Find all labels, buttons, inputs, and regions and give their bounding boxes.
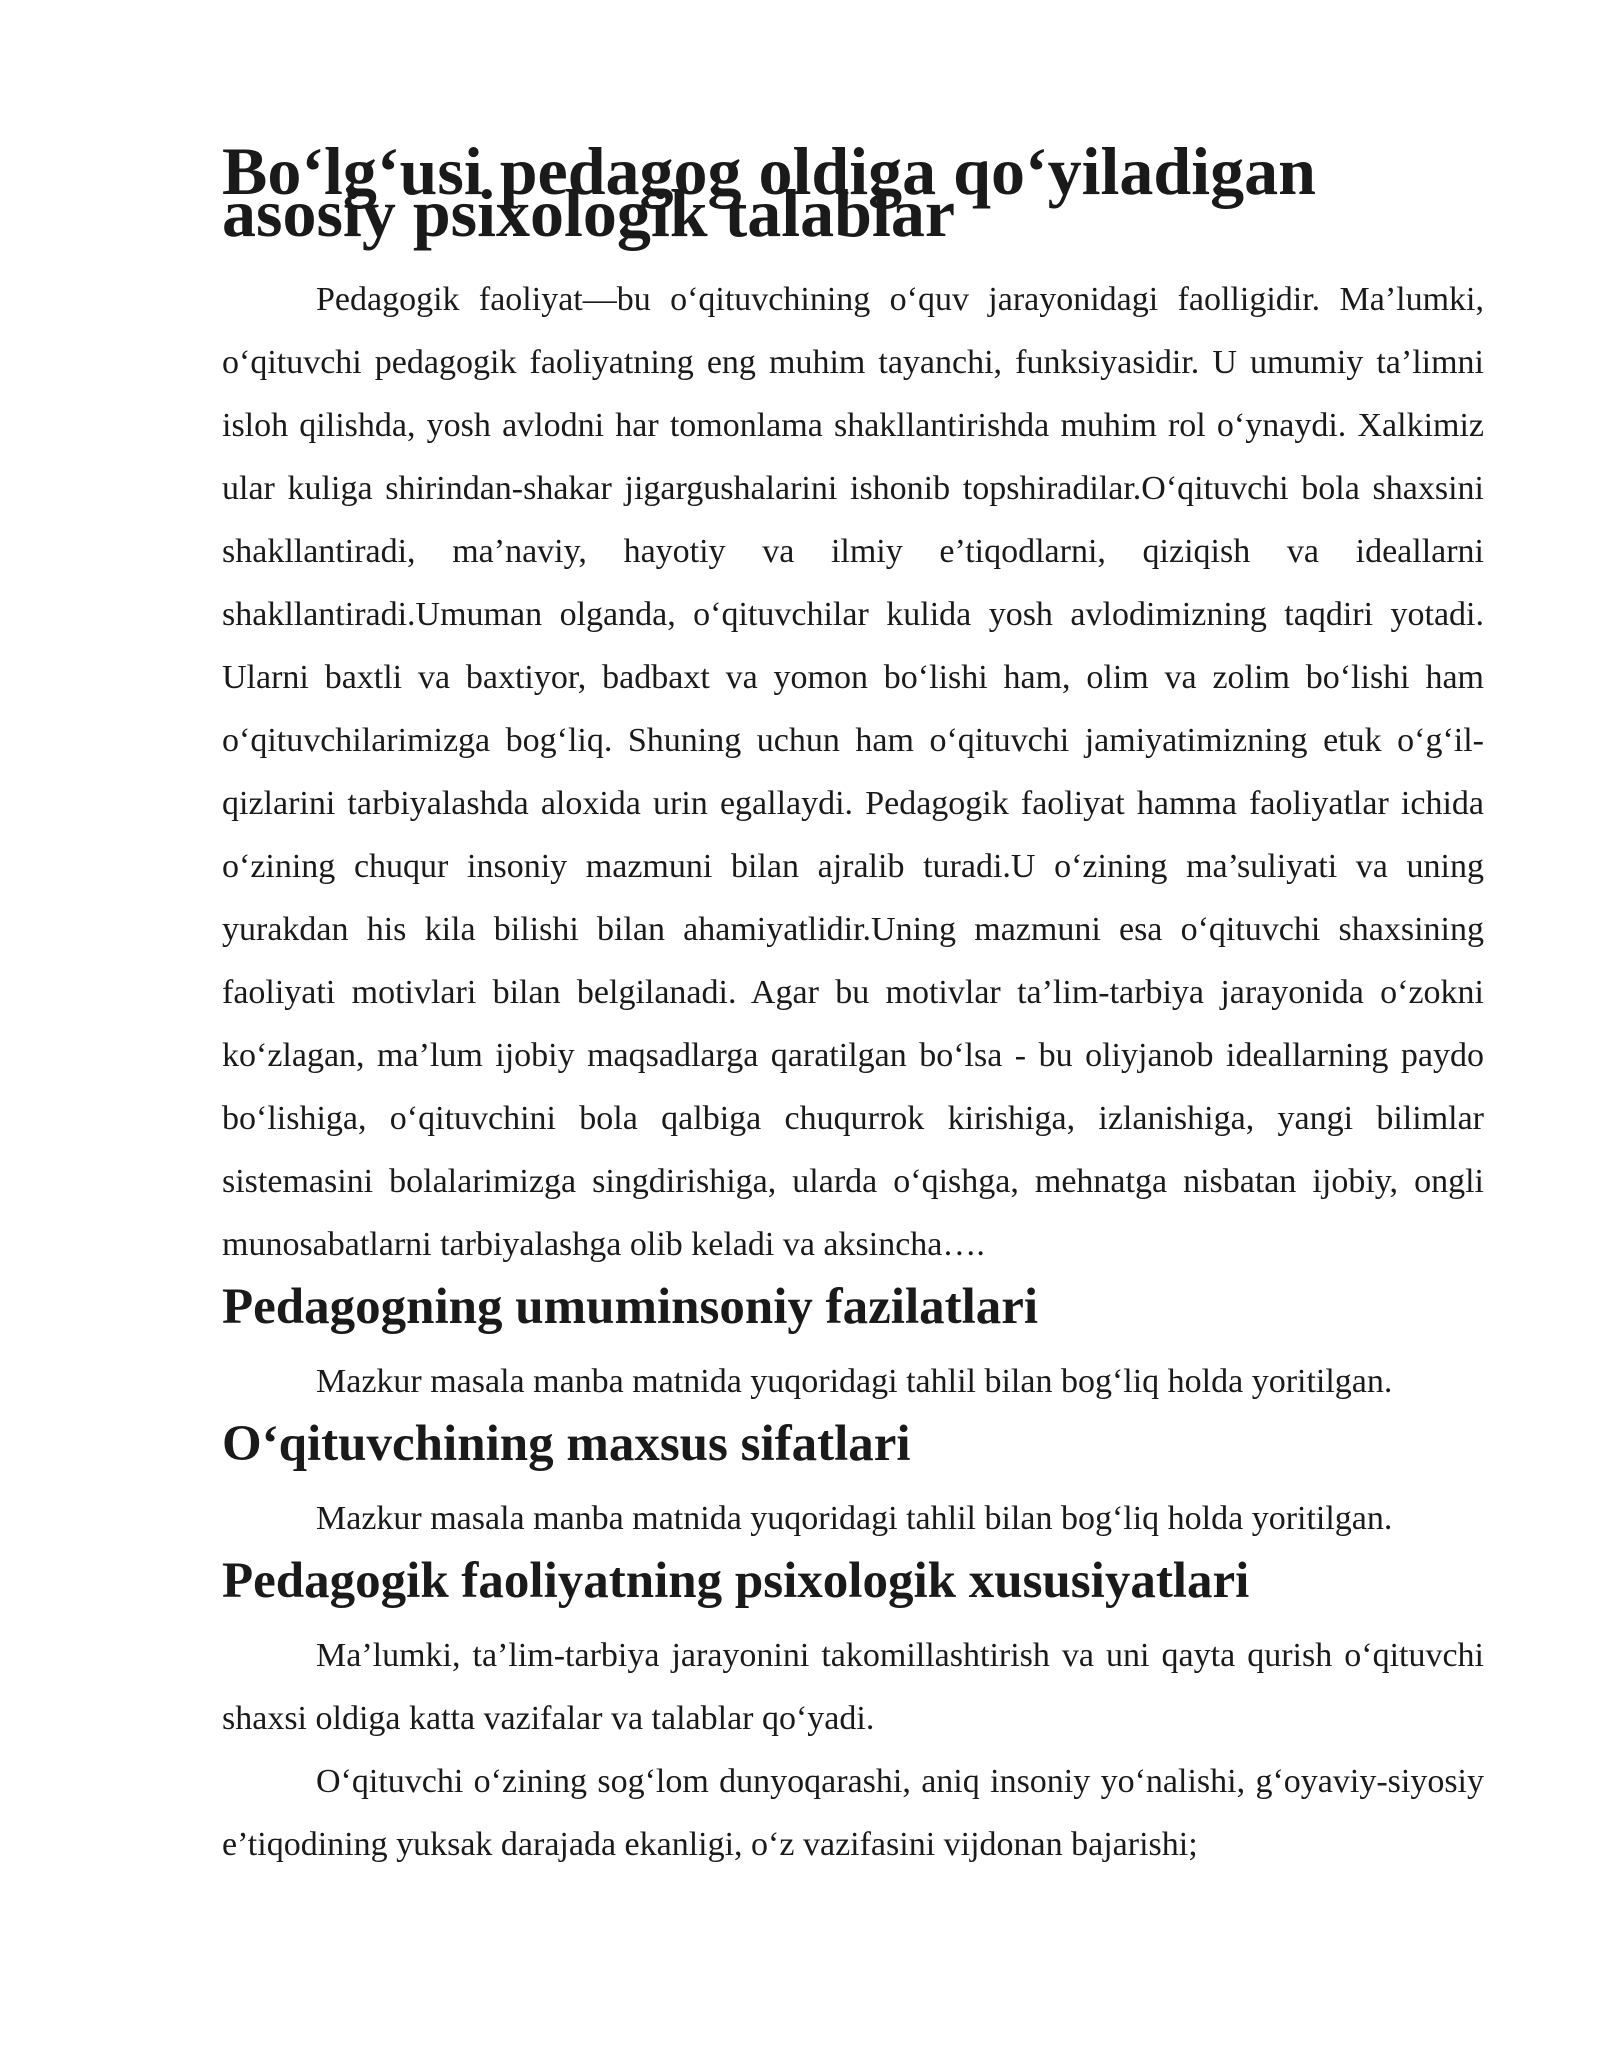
body-paragraph: Mazkur masala manba matnida yuqoridagi tahlil bilan bog‘liq holda yoritilgan. (316, 1500, 1393, 1537)
body-paragraph: Ma’lumki, ta’lim-tarbiya jarayonini takomillashtirish va uni qayta qurish o‘qituvchi shaxsi oldiga katta vazifalar va talablar qo‘yadi. (222, 1637, 1484, 1737)
section-heading: Pedagogik faoliyatning psixologik xususiyatlari (222, 1553, 1250, 1609)
section-heading: Pedagogning umuminsoniy fazilatlari (222, 1279, 1039, 1335)
body-paragraph: O‘qituvchi o‘zining sog‘lom dunyoqarashi, aniq insoniy yo‘nalishi, g‘oyaviy-siyosiy e’tiqodining yuksak darajada ekanligi, o‘z vazifasini vijdonan bajarishi; (222, 1763, 1484, 1863)
document-page (222, 133, 1484, 1876)
section-heading: Bo‘lg‘usi pedagog oldiga qo‘yiladigan asosiy psixologik talablar (222, 133, 1316, 251)
section-heading: O‘qituvchining maxsus sifatlari (222, 1416, 911, 1472)
body-paragraph: Mazkur masala manba matnida yuqoridagi tahlil bilan bog‘liq holda yoritilgan. (316, 1363, 1393, 1400)
body-paragraph: Pedagogik faoliyat—bu o‘qituvchining o‘quv jarayonidagi faolligidir. Ma’lumki, o‘qituvchi pedagogik faoliyatning eng muhim tayanchi, funksiyasidir. U umumiy ta’limni isloh qilishda, yosh avlodni har tomonlama shakllantirishda muhim rol o‘ynaydi. Xalkimiz ular kuliga shirindan-shakar jigargushalarini ishonib topshiradilar.O‘qituvchi bola shaxsini shakllantiradi, ma’naviy, hayotiy va ilmiy e’tiqodlarni, qiziqish va ideallarni shakllantiradi.Umuman olganda, o‘qituvchilar kulida yosh avlodimizning taqdiri yotadi. Ularni baxtli va baxtiyor, badbaxt va yomon bo‘lishi ham, olim va zolim bo‘lishi ham o‘qituvchilarimizga bog‘liq. Shuning uchun ham o‘qituvchi jamiyatimizning etuk o‘g‘il-qizlarini tarbiyalashda aloxida urin egallaydi. Pedagogik faoliyat hamma faoliyatlar ichida o‘zining chuqur insoniy mazmuni bilan ajralib turadi.U o‘zining ma’suliyati va uning yurakdan his kila bilishi bilan ahamiyatlidir.Uning mazmuni esa o‘qituvchi shaxsining faoliyati motivlari bilan belgilanadi. Agar bu motivlar ta’lim-tarbiya jarayonida o‘zokni ko‘zlagan, ma’lum ijobiy maqsadlarga qaratilgan bo‘lsa - bu oliyjanob ideallarning paydo bo‘lishiga, o‘qituvchini bola qalbiga chuqurrok kirishiga, izlanishiga, yangi bilimlar sistemasini bolalarimizga singdirishiga, ularda o‘qishga, mehnatga nisbatan ijobiy, ongli munosabatlarni tarbiyalashga olib keladi va aksincha…. (222, 281, 1484, 1263)
